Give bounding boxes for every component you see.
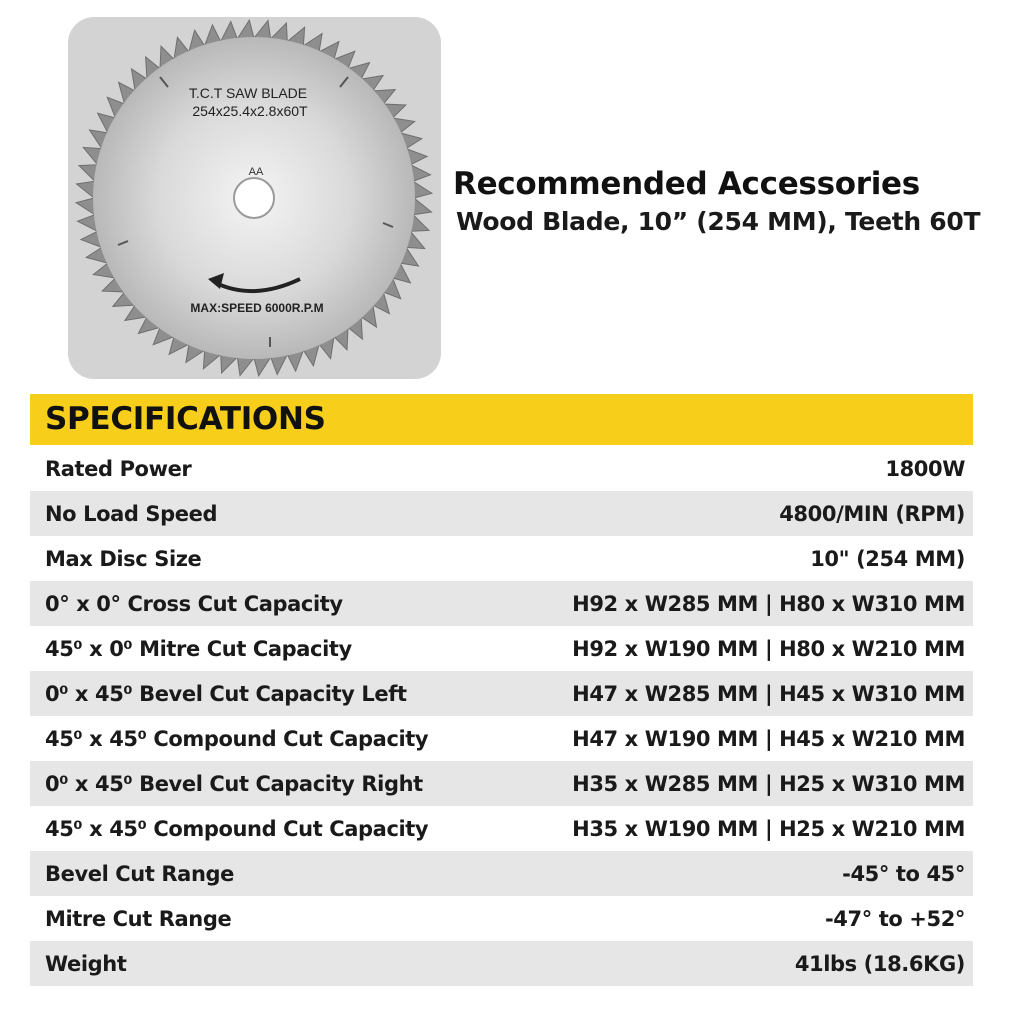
spec-row	[30, 716, 973, 761]
spec-row	[30, 626, 973, 671]
spec-value: H47 x W190 MM | H45 x W210 MM	[572, 726, 965, 751]
spec-value: H47 x W285 MM | H45 x W310 MM	[572, 681, 965, 706]
spec-label: 0° x 0° Cross Cut Capacity	[45, 591, 343, 616]
spec-value: H92 x W285 MM | H80 x W310 MM	[572, 591, 965, 616]
spec-value: 10" (254 MM)	[810, 546, 965, 571]
spec-row	[30, 941, 973, 986]
spec-row	[30, 896, 973, 941]
spec-label: No Load Speed	[45, 501, 218, 526]
spec-value: 41lbs (18.6KG)	[794, 951, 965, 976]
spec-row	[30, 671, 973, 716]
spec-row	[30, 446, 973, 491]
specifications-table	[30, 446, 973, 986]
spec-label: Rated Power	[45, 456, 192, 481]
spec-label: 45⁰ x 45⁰ Compound Cut Capacity	[45, 816, 429, 841]
spec-value: -45° to 45°	[842, 861, 965, 886]
spec-value: 4800/MIN (RPM)	[779, 501, 965, 526]
spec-row	[30, 761, 973, 806]
spec-row	[30, 851, 973, 896]
specifications-title: SPECIFICATIONS	[45, 401, 326, 437]
spec-value: -47° to +52°	[824, 906, 965, 931]
spec-label: 45⁰ x 45⁰ Compound Cut Capacity	[45, 726, 429, 751]
saw-blade-image	[68, 17, 441, 379]
accessories-subtitle: Wood Blade, 10” (254 MM), Teeth 60T	[456, 207, 981, 236]
blade-label-line2: 254x25.4x2.8x60T	[192, 103, 308, 119]
spec-label: 0⁰ x 45⁰ Bevel Cut Capacity Left	[45, 681, 407, 706]
blade-arbor-hole	[234, 178, 274, 218]
spec-value: H35 x W190 MM | H25 x W210 MM	[572, 816, 965, 841]
blade-label-line1: T.C.T SAW BLADE	[188, 85, 308, 101]
spec-label: Max Disc Size	[45, 546, 202, 571]
spec-row	[30, 581, 973, 626]
spec-row	[30, 491, 973, 536]
specifications-header	[30, 394, 973, 445]
spec-label: Mitre Cut Range	[45, 906, 232, 931]
accessories-title: Recommended Accessories	[453, 166, 920, 202]
spec-value: 1800W	[885, 456, 965, 481]
spec-label: Weight	[45, 951, 127, 976]
saw-blade-graphic	[68, 17, 441, 379]
spec-row	[30, 536, 973, 581]
blade-center-label: AA	[248, 166, 264, 178]
spec-value: H35 x W285 MM | H25 x W310 MM	[572, 771, 965, 796]
spec-row	[30, 806, 973, 851]
spec-label: 0⁰ x 45⁰ Bevel Cut Capacity Right	[45, 771, 423, 796]
blade-speed-label: MAX:SPEED 6000R.P.M	[190, 301, 324, 315]
spec-label: 45⁰ x 0⁰ Mitre Cut Capacity	[45, 636, 352, 661]
spec-value: H92 x W190 MM | H80 x W210 MM	[572, 636, 965, 661]
spec-label: Bevel Cut Range	[45, 861, 234, 886]
